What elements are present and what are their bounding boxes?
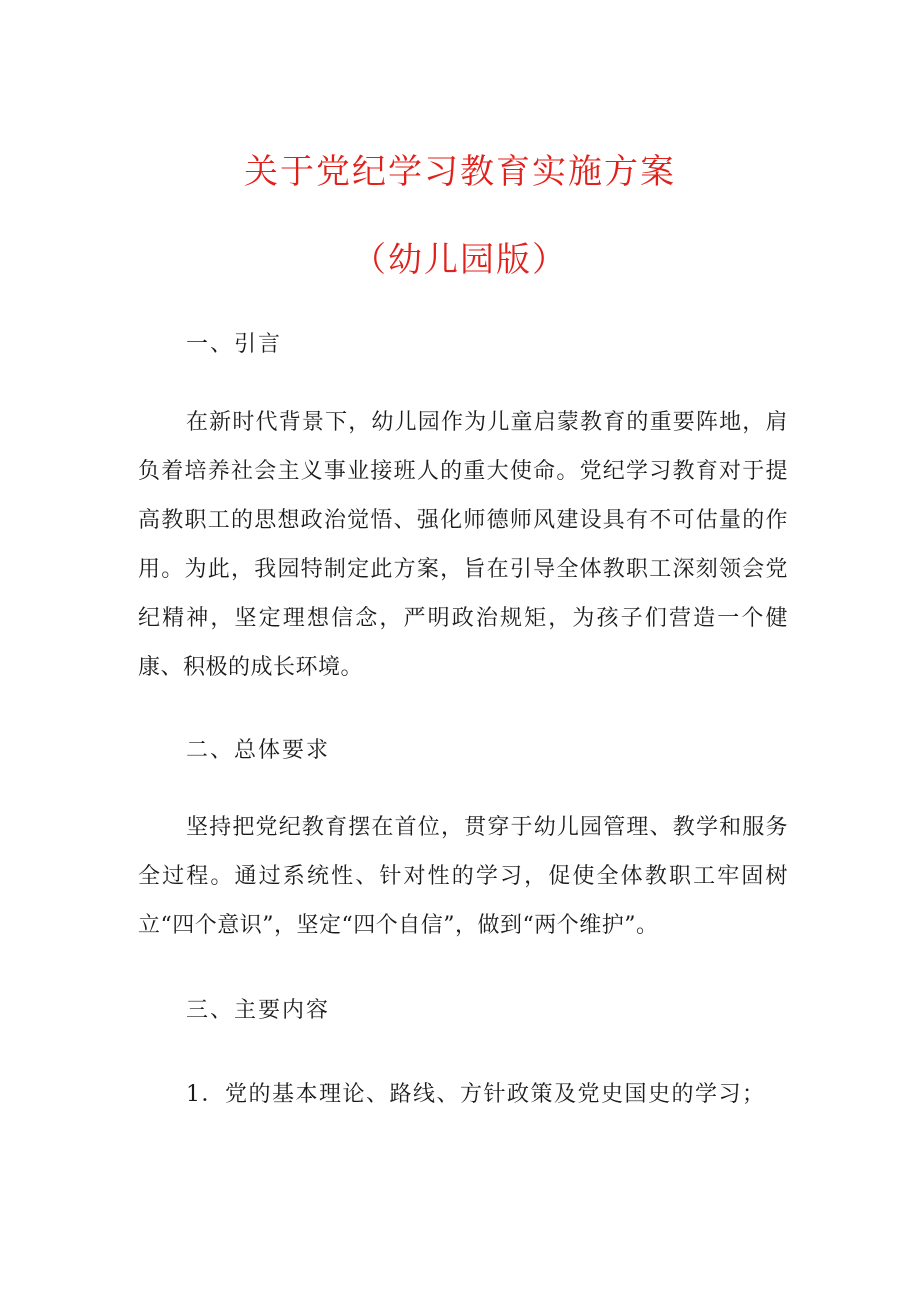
- general-requirements-paragraph: 坚持把党纪教育摆在首位，贯穿于幼儿园管理、教学和服务全过程。通过系统性、针对性的学习，促使全体教职工牢固树立“四个意识”，坚定“四个自信”，做到“两个维护”。: [138, 815, 788, 938]
- section-heading-general-requirements: 二、总体要求: [186, 738, 331, 763]
- section-heading-main-content: 三、主要内容: [186, 998, 331, 1023]
- document-title: 关于党纪学习教育实施方案: [244, 152, 676, 192]
- section-heading-introduction: 一、引言: [186, 332, 283, 357]
- document-subtitle: （幼儿园版）: [352, 240, 568, 280]
- introduction-paragraph: 在新时代背景下，幼儿园作为儿童启蒙教育的重要阵地，肩负着培养社会主义事业接班人的重大使命。党纪学习教育对于提高教职工的思想政治觉悟、强化师德师风建设具有不可估量的作用。为此，我园特制定此方案，旨在引导全体教职工深刻领会党纪精神，坚定理想信念，严明政治规矩，为孩子们营造一个健康、积极的成长环境。: [138, 410, 788, 680]
- main-content-item-1: 1．党的基本理论、路线、方针政策及党史国史的学习；: [186, 1082, 766, 1107]
